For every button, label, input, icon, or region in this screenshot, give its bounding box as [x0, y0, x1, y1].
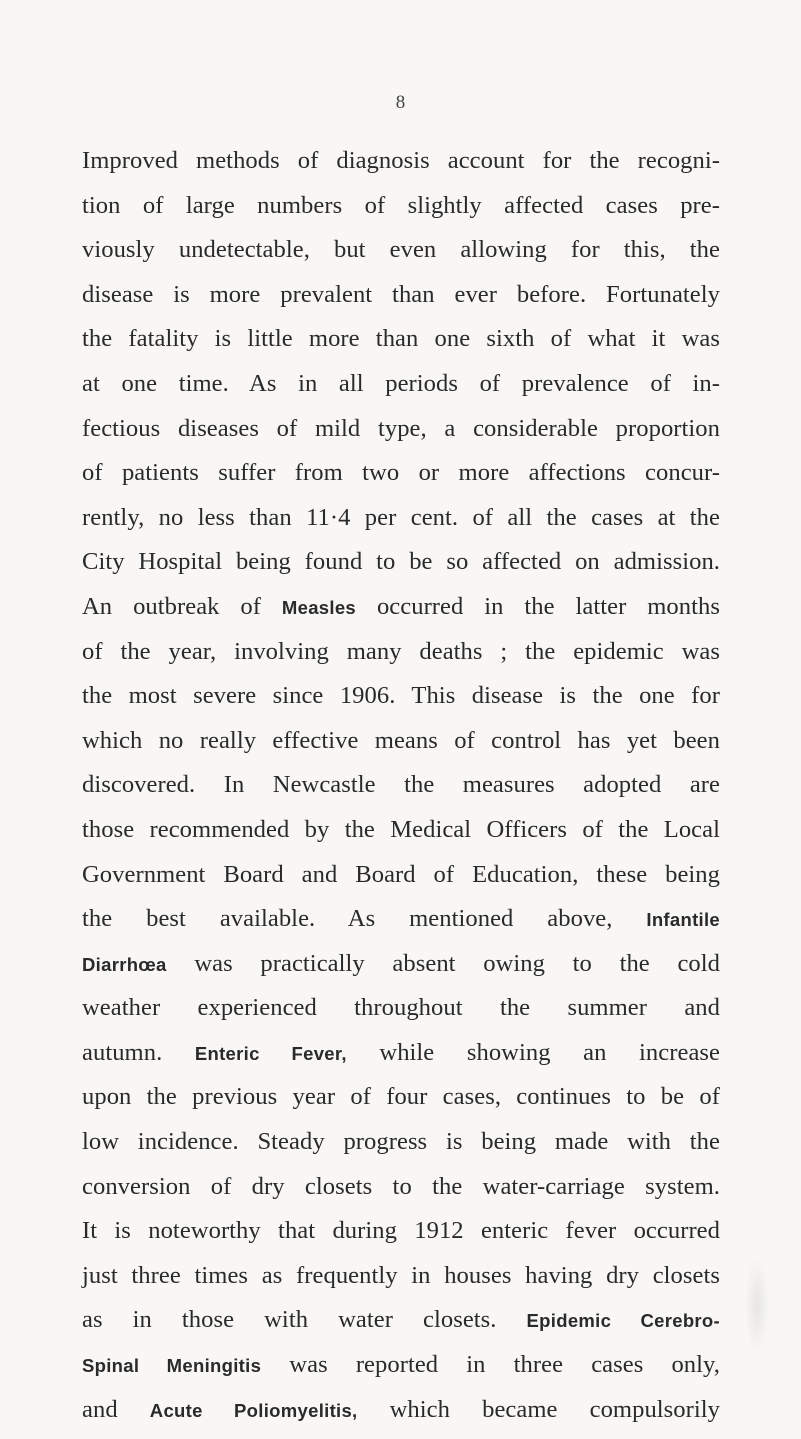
text-segment: at one time. As in all periods of prevalence of in-: [82, 369, 720, 397]
text-segment: rently, no less than 11·4 per cent. of all the cases at the: [82, 503, 720, 531]
text-segment: weather experienced throughout the summer and: [82, 994, 720, 1022]
bold-term: Epidemic Cerebro-: [526, 1310, 720, 1332]
text-segment: An outbreak of: [82, 592, 282, 620]
text-segment: the fatality is little more than one sixth of what it was: [82, 325, 720, 353]
text-line: [82, 815, 720, 860]
text-segment: just three times as frequently in houses having dry closets: [82, 1261, 720, 1289]
text-line: [82, 1216, 720, 1261]
text-line: [82, 1395, 720, 1439]
text-line: [82, 949, 720, 994]
text-line: [82, 592, 720, 637]
text-line: [82, 770, 720, 815]
bold-term: Acute Poliomyelitis,: [149, 1399, 358, 1421]
text-segment: conversion of dry closets to the water-carriage system.: [82, 1172, 720, 1200]
text-segment: was reported in three cases only,: [261, 1351, 720, 1379]
text-segment: autumn.: [82, 1038, 195, 1066]
text-line: [82, 681, 720, 726]
text-line: [82, 637, 720, 682]
text-segment: was practically absent owing to the cold: [166, 949, 720, 977]
text-line: [82, 414, 720, 459]
bold-term: Diarrhœa: [82, 953, 167, 975]
text-segment: Improved methods of diagnosis account for the recogni-: [82, 147, 720, 174]
text-segment: City Hospital being found to be so affected on admission.: [82, 548, 720, 576]
text-line: [82, 146, 720, 191]
bold-term: Spinal Meningitis: [82, 1355, 262, 1377]
text-line: [82, 1038, 720, 1083]
paper-smudge: [745, 1255, 769, 1355]
text-line: [82, 235, 720, 280]
text-segment: while showing an increase: [346, 1038, 721, 1066]
text-line: [82, 726, 720, 771]
text-segment: fectious diseases of mild type, a considerable proportion: [82, 414, 720, 442]
text-segment: the best available. As mentioned above,: [82, 905, 647, 933]
text-segment: which became compulsorily: [357, 1395, 720, 1423]
text-segment: It is noteworthy that during 1912 enteric fever occurred: [82, 1217, 720, 1245]
text-line: [82, 993, 720, 1038]
text-line: [82, 1127, 720, 1172]
text-segment: disease is more prevalent than ever before. Fortunately: [82, 280, 720, 308]
bold-term: Measles: [281, 596, 357, 618]
text-line: [82, 1350, 720, 1395]
text-line: [82, 458, 720, 503]
page-number: 8: [395, 92, 406, 113]
text-line: [82, 1172, 720, 1217]
bold-term: Infantile: [646, 909, 720, 931]
text-segment: of the year, involving many deaths ; the epidemic was: [82, 637, 720, 665]
text-line: [82, 547, 720, 592]
text-line: [82, 1305, 720, 1350]
text-segment: Government Board and Board of Education, these being: [82, 860, 720, 888]
text-line: [82, 1261, 720, 1306]
text-segment: tion of large numbers of slightly affected cases pre-: [82, 191, 720, 219]
text-segment: viously undetectable, but even allowing for this, the: [82, 236, 720, 264]
text-line: [82, 904, 720, 949]
text-segment: low incidence. Steady progress is being made with the: [82, 1128, 720, 1156]
text-line: [82, 280, 720, 325]
text-line: [82, 369, 720, 414]
text-segment: and: [82, 1395, 150, 1423]
text-segment: the most severe since 1906. This disease is the one for: [82, 682, 720, 710]
text-segment: as in those with water closets.: [82, 1306, 527, 1334]
text-segment: occurred in the latter months: [356, 592, 720, 620]
text-line: [82, 324, 720, 369]
text-segment: discovered. In Newcastle the measures adopted are: [82, 771, 720, 799]
text-segment: those recommended by the Medical Officers of the Local: [82, 815, 720, 843]
text-line: [82, 503, 720, 548]
body-paragraph: [82, 146, 720, 1439]
bold-term: Enteric Fever,: [194, 1042, 347, 1064]
text-segment: of patients suffer from two or more affections concur-: [82, 459, 720, 487]
text-line: [82, 191, 720, 236]
text-segment: upon the previous year of four cases, continues to be of: [82, 1083, 720, 1111]
text-line: [82, 1082, 720, 1127]
text-segment: which no really effective means of control has yet been: [82, 726, 720, 754]
text-line: [82, 860, 720, 905]
